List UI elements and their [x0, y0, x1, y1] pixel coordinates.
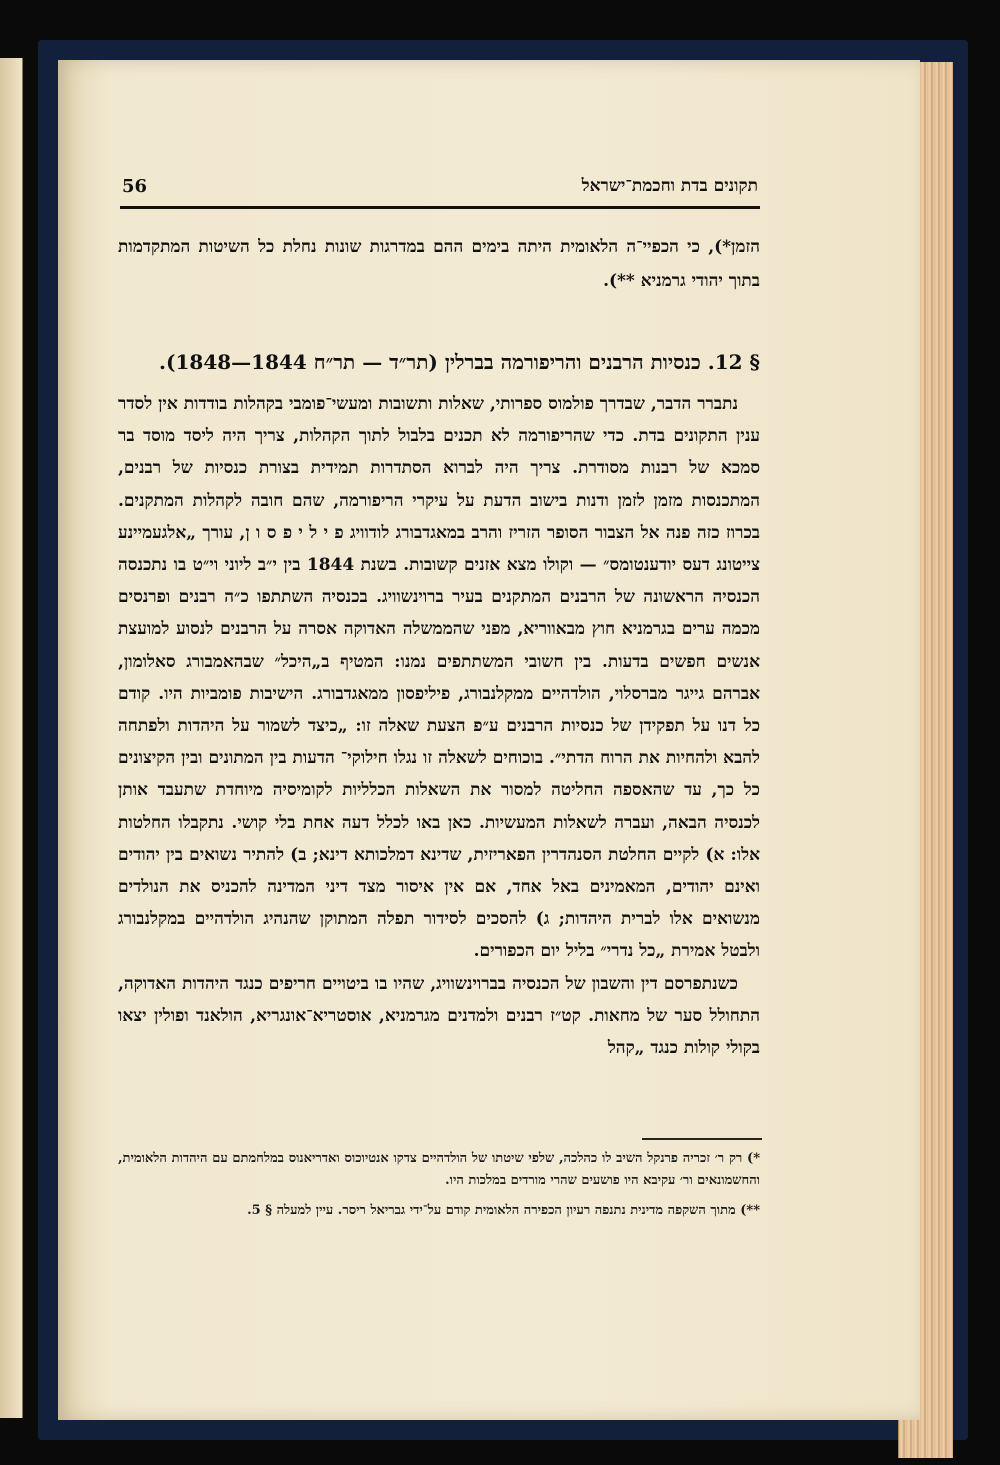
page-number: 56	[122, 175, 148, 197]
running-head	[122, 168, 758, 204]
intro-text: הזמן*), כי הכפיי־ה הלאומית היתה בימים ההם במדרגות שונות נחלת כל השיטות המתקדמות בתוך יהודי גרמניא **).	[118, 237, 760, 291]
paragraph: כשנתפרסם דין והשבון של הכנסיה בברוינשוויג, שהיו בו ביטויים חריפים כנגד היהדות האדוקה, התחולל סער של מחאות. קט״ז רבנים ולמדנים מגרמניא, אוסטריא־אונגריא, הולאנד ופולין יצאו בקולי קולות כנגד „קהל	[118, 973, 760, 1059]
footnote-rule	[642, 1138, 762, 1140]
header-rule	[120, 206, 760, 209]
footnote: *) רק ר׳ זכריה פרנקל השיב לו כהלכה, שלפי שיטתו של הולדהיים צדקו אנטיוכוס ואדריאנוס במלחמתם עם היהדות הלאומית, והחשמונאים ור׳ עקיבא היו פושעים שהרי מורדים במלכות היו.	[118, 1151, 760, 1188]
section-heading: § 12. כנסיות הרבנים והריפורמה בברלין (תר״ד — תר״ח 1844—1848).	[159, 350, 760, 374]
body-text	[118, 388, 760, 1064]
paragraph: נתברר הדבר, שבדרך פולמוס ספרותי, שאלות ותשובות ומעשי־פומבי בקהלות בודדות אין לסדר ענין התקונים בדת. כדי שהריפורמה לא תכנים בלבול לתוך הקהלות, צריך היה ליסד מוסד בר סמכא של רבנות מסודרת. צריך היה לברוא הסתדרות תמידית בצורת כנסיות של רבנים, המתכנסות מזמן לזמן ודנות בישוב הדעת על עיקרי הריפורמה, שהם חובה לקהלות המתקנים. בכרוז כזה פנה אל הצבור הסופר הזריז והרב במאגדבורג לודוויג פ י ל י פ ס ו ן, עורך „אלגעמיינע צייטונג דעס יודענטומס״ — וקולו מצא אזנים קשובות. בשנת 1844 בין י״ב ליוני וי״ט בו נתכנסה הכנסיה הראשונה של הרבנים המתקנים בעיר ברוינשוויג. בכנסיה השתתפו כ״ה רבנים ופרנסים מכמה ערים בגרמניא חוץ מבאווריא, מפני שהממשלה האדוקה אסרה על הרבנים לנסוע למועצת אנשים חפשים בדעות. בין חשובי המשתתפים נמנו: המטיף ב„היכל״ שבהאמבורג סאלומון, אברהם גייגר מברסלוי, הולדהיים ממקלנבורג, פיליפסון ממאגדבורג. הישיבות פומביות היו. קודם כל דנו על תפקידן של כנסיות הרבנים ע״פ הצעת שאלה זו: „כיצד לשמור על היהדות ולפתחה להבא ולהחיות את הרוח הדתי״. בוכוחים לשאלה זו נגלו חילוקי־ הדעות בין המתונים ובין הקיצונים כל כך, עד שהאספה החליטה למסור את השאלות הכלליות לקומיסיה מיוחדת שתעבד אותן לכנסיה הבאה, ועברה לשאלות המעשיות. כאן באו לכלל דעה אחת בלי קושי. נתקבלו החלטות אלו: א) לקיים החלטת הסנהדרין הפאריזית, שדינא דמלכותא דינא; ב) להתיר נשואים בין יהודים ואינם יהודים, המאמינים באל אחד, אם אין איסור מצד דיני המדינה להכניס את הנולדים מנשואים אלו לברית היהדות; ג) להסכים לסידור תפלה המתוקן שהנהיג הולדהיים במקלנבורג ולבטל אמירת „כל נדרי״ בליל יום הכפורים.	[118, 394, 761, 962]
running-title: תקונים בדת וחכמת־ישראל	[581, 176, 758, 196]
footnote: **) מתוך השקפה מדינית נתנפה רעיון הכפירה הלאומית קודם על־ידי גבריאל ריסר. עיין למעלה § 5.	[247, 1203, 760, 1218]
footnotes	[118, 1148, 760, 1230]
left-page-edge	[0, 58, 23, 1418]
